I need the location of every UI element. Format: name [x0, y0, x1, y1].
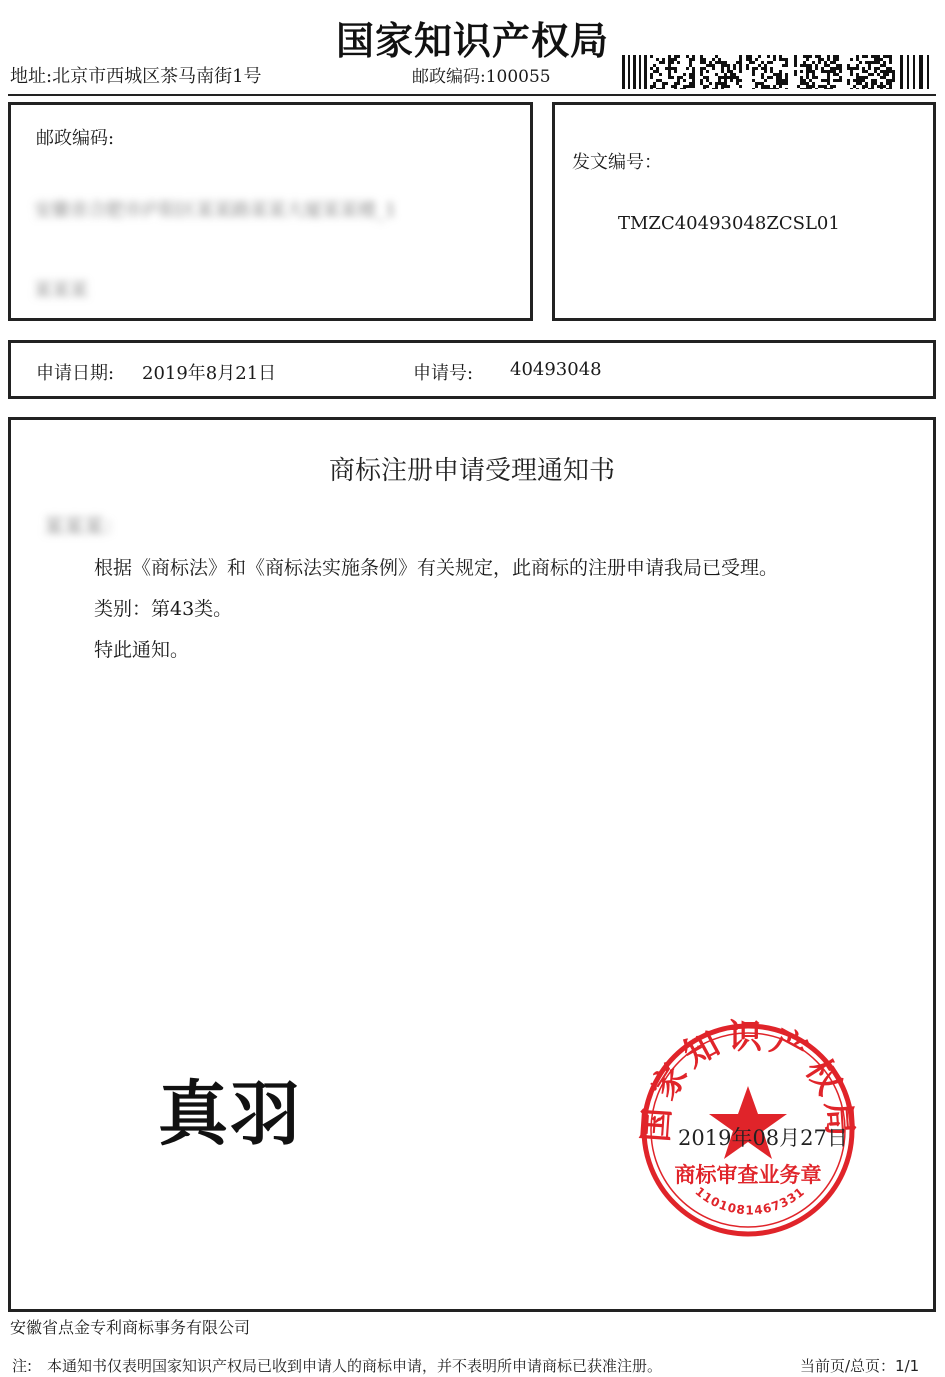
footer-note: 注: 本通知书仅表明国家知识产权局已收到申请人的商标申请，并不表明所申请商标已获准注册。: [12, 1357, 663, 1375]
notice-class-line: 类别：第43类。: [94, 598, 233, 620]
notice-body-line: 根据《商标法》和《商标法实施条例》有关规定，此商标的注册申请我局已受理。: [94, 557, 779, 579]
office-postcode: 邮政编码:100055: [412, 67, 551, 87]
application-number: 40493048: [510, 359, 602, 380]
document-number: TMZC40493048ZCSL01: [618, 213, 840, 234]
notice-closing-line: 特此通知。: [94, 639, 190, 661]
office-title: 国家知识产权局: [335, 18, 609, 63]
notice-title: 商标注册申请受理通知书: [328, 456, 615, 486]
document-number-label: 发文编号：: [572, 152, 662, 173]
svg-text:国家知识产权局: 国家知识产权局: [636, 1018, 860, 1144]
office-address: 地址:北京市西城区茶马南街1号: [10, 66, 262, 87]
barcode: [622, 55, 932, 89]
application-date-label: 申请日期:: [36, 363, 115, 384]
notice-date: 2019年08月27日: [678, 1126, 848, 1150]
svg-text:1101081467331: 1101081467331: [692, 1184, 808, 1218]
agency-name: 安徽省点金专利商标事务有限公司: [10, 1318, 251, 1337]
svg-text:商标审查业务章: 商标审查业务章: [674, 1163, 822, 1187]
signature: 真羽: [158, 1073, 302, 1155]
recipient-address: 安徽省合肥市庐阳区某某路某某大厦某某楼_1: [34, 200, 397, 221]
header-divider: [8, 94, 936, 96]
notice-salutation: 某某某：: [44, 514, 124, 538]
document-number-box: [552, 102, 936, 321]
recipient-name: 某某某: [34, 280, 88, 301]
application-number-label: 申请号:: [413, 363, 474, 384]
application-date: 2019年8月21日: [142, 363, 277, 384]
page-indicator: 当前页/总页：1/1: [800, 1357, 920, 1375]
recipient-postcode-label: 邮政编码:: [36, 128, 115, 149]
